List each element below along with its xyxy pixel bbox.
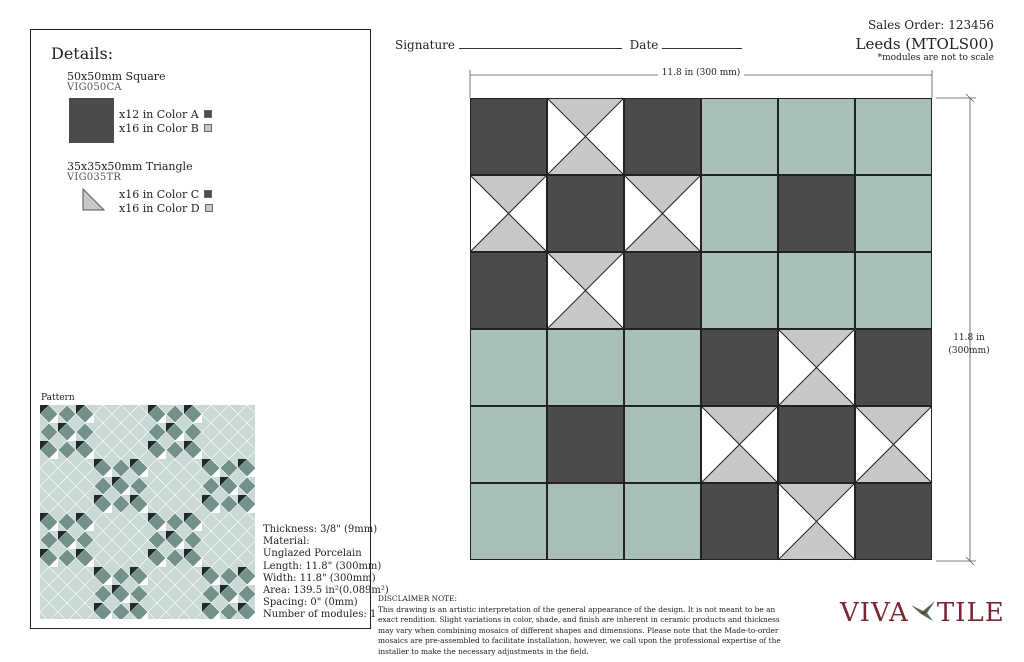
- tile-cell: [778, 406, 855, 483]
- hummingbird-icon: [909, 599, 937, 623]
- tile-cell: [547, 98, 624, 175]
- tile-cell: [855, 175, 932, 252]
- triangle-count-d: [119, 202, 213, 215]
- pattern-preview: [40, 405, 255, 619]
- spec-length: Length: 11.8" (300mm): [263, 560, 382, 572]
- tile-cell: [547, 175, 624, 252]
- count-label: x16 in Color C: [119, 188, 200, 201]
- tile-cell: [855, 329, 932, 406]
- pattern-label: Pattern: [41, 393, 75, 403]
- tile-cell: [624, 406, 701, 483]
- tile-cell: [547, 252, 624, 329]
- tile-cell: [470, 252, 547, 329]
- tile-cell: [701, 175, 778, 252]
- tile-cell: [624, 483, 701, 560]
- spec-material: Material:: [263, 536, 310, 548]
- sales-order: Sales Order: 123456: [867, 18, 994, 32]
- tile-cell: [470, 175, 547, 252]
- spec-thickness: Thickness: 3/8" (9mm): [263, 524, 378, 535]
- color-a-swatch-icon: [204, 110, 212, 118]
- tile-cell: [470, 98, 547, 175]
- tile-cell: [778, 252, 855, 329]
- square-item-code: VIG050CA: [67, 82, 122, 93]
- tile-cell: [624, 98, 701, 175]
- square-swatch-icon: [69, 98, 114, 143]
- square-count-b: [119, 122, 212, 135]
- disclaimer-title: DISCLAIMER NOTE:: [378, 594, 457, 603]
- date-field[interactable]: [662, 40, 742, 49]
- tile-cell: [855, 406, 932, 483]
- signature-field[interactable]: [459, 40, 622, 49]
- tile-cell: [701, 406, 778, 483]
- tile-cell: [547, 329, 624, 406]
- color-d-swatch-icon: [205, 204, 213, 212]
- count-label: x16 in Color B: [119, 122, 199, 135]
- tile-cell: [855, 252, 932, 329]
- tile-cell: [701, 252, 778, 329]
- date-label: Date: [629, 38, 659, 52]
- tile-cell: [624, 329, 701, 406]
- tile-cell: [624, 252, 701, 329]
- tile-cell: [470, 483, 547, 560]
- tile-drawing: [470, 98, 933, 561]
- tile-cell: [470, 329, 547, 406]
- details-panel: [30, 29, 389, 629]
- details-title: Details:: [51, 44, 114, 63]
- square-item-name: 50x50mm Square: [67, 70, 166, 83]
- spec-modules: Number of modules: 1: [263, 609, 377, 621]
- tile-cell: [701, 483, 778, 560]
- count-label: x12 in Color A: [119, 108, 199, 121]
- triangle-item-name: 35x35x50mm Triangle: [67, 160, 193, 173]
- height-label: 11.8 in: [953, 333, 985, 343]
- tile-cell: [701, 329, 778, 406]
- brand-right: TILE: [936, 598, 1005, 628]
- triangle-count-c: [119, 188, 212, 201]
- spec-material-value: Unglazed Porcelain: [263, 548, 362, 560]
- tile-cell: [778, 175, 855, 252]
- count-label: x16 in Color D: [119, 202, 200, 215]
- color-b-swatch-icon: [204, 124, 212, 132]
- signature-row: [395, 38, 742, 52]
- brand-left: VIVA: [840, 598, 909, 628]
- spec-area: Area: 139.5 in²(0.089m²): [263, 584, 389, 596]
- tile-cell: [855, 483, 932, 560]
- height-label-mm: (300mm): [948, 346, 990, 356]
- height-dimension: [944, 332, 994, 358]
- spec-spacing: Spacing: 0" (0mm): [263, 597, 358, 609]
- triangle-swatch-icon: [82, 188, 106, 212]
- tile-cell: [701, 98, 778, 175]
- triangle-item-code: VIG035TR: [67, 172, 122, 183]
- width-label: 11.8 in (300 mm): [658, 68, 745, 78]
- square-count-a: [119, 108, 212, 121]
- tile-cell: [778, 483, 855, 560]
- tile-cell: [778, 329, 855, 406]
- tile-cell: [547, 483, 624, 560]
- tile-cell: [470, 406, 547, 483]
- tile-cell: [624, 175, 701, 252]
- color-c-swatch-icon: [204, 190, 212, 198]
- specs-list: [263, 524, 389, 622]
- brand-logo: [840, 598, 1005, 628]
- tile-cell: [547, 406, 624, 483]
- tile-cell: [855, 98, 932, 175]
- disclaimer: [378, 594, 788, 657]
- product-name: Leeds (MTOLS00): [855, 35, 994, 53]
- disclaimer-body: This drawing is an artistic interpretation of the general appearance of the design. It is not meant to be an exact rendition. Slight variations in color, shade, and finish are inherent in ceramic products and thickness may vary when combining mosaics of different shapes and dimensions. Please note that the Made-to-order mosaics are pre-assembled to facilitate installation, however, we call upon the professional expertise of the installer to make the necessary adjustments in the field.: [378, 604, 781, 656]
- signature-label: Signature: [395, 38, 456, 52]
- tile-cell: [778, 98, 855, 175]
- scale-note: *modules are not to scale: [877, 53, 994, 63]
- spec-width: Width: 11.8" (300mm): [263, 572, 376, 584]
- width-dimension: [470, 68, 932, 78]
